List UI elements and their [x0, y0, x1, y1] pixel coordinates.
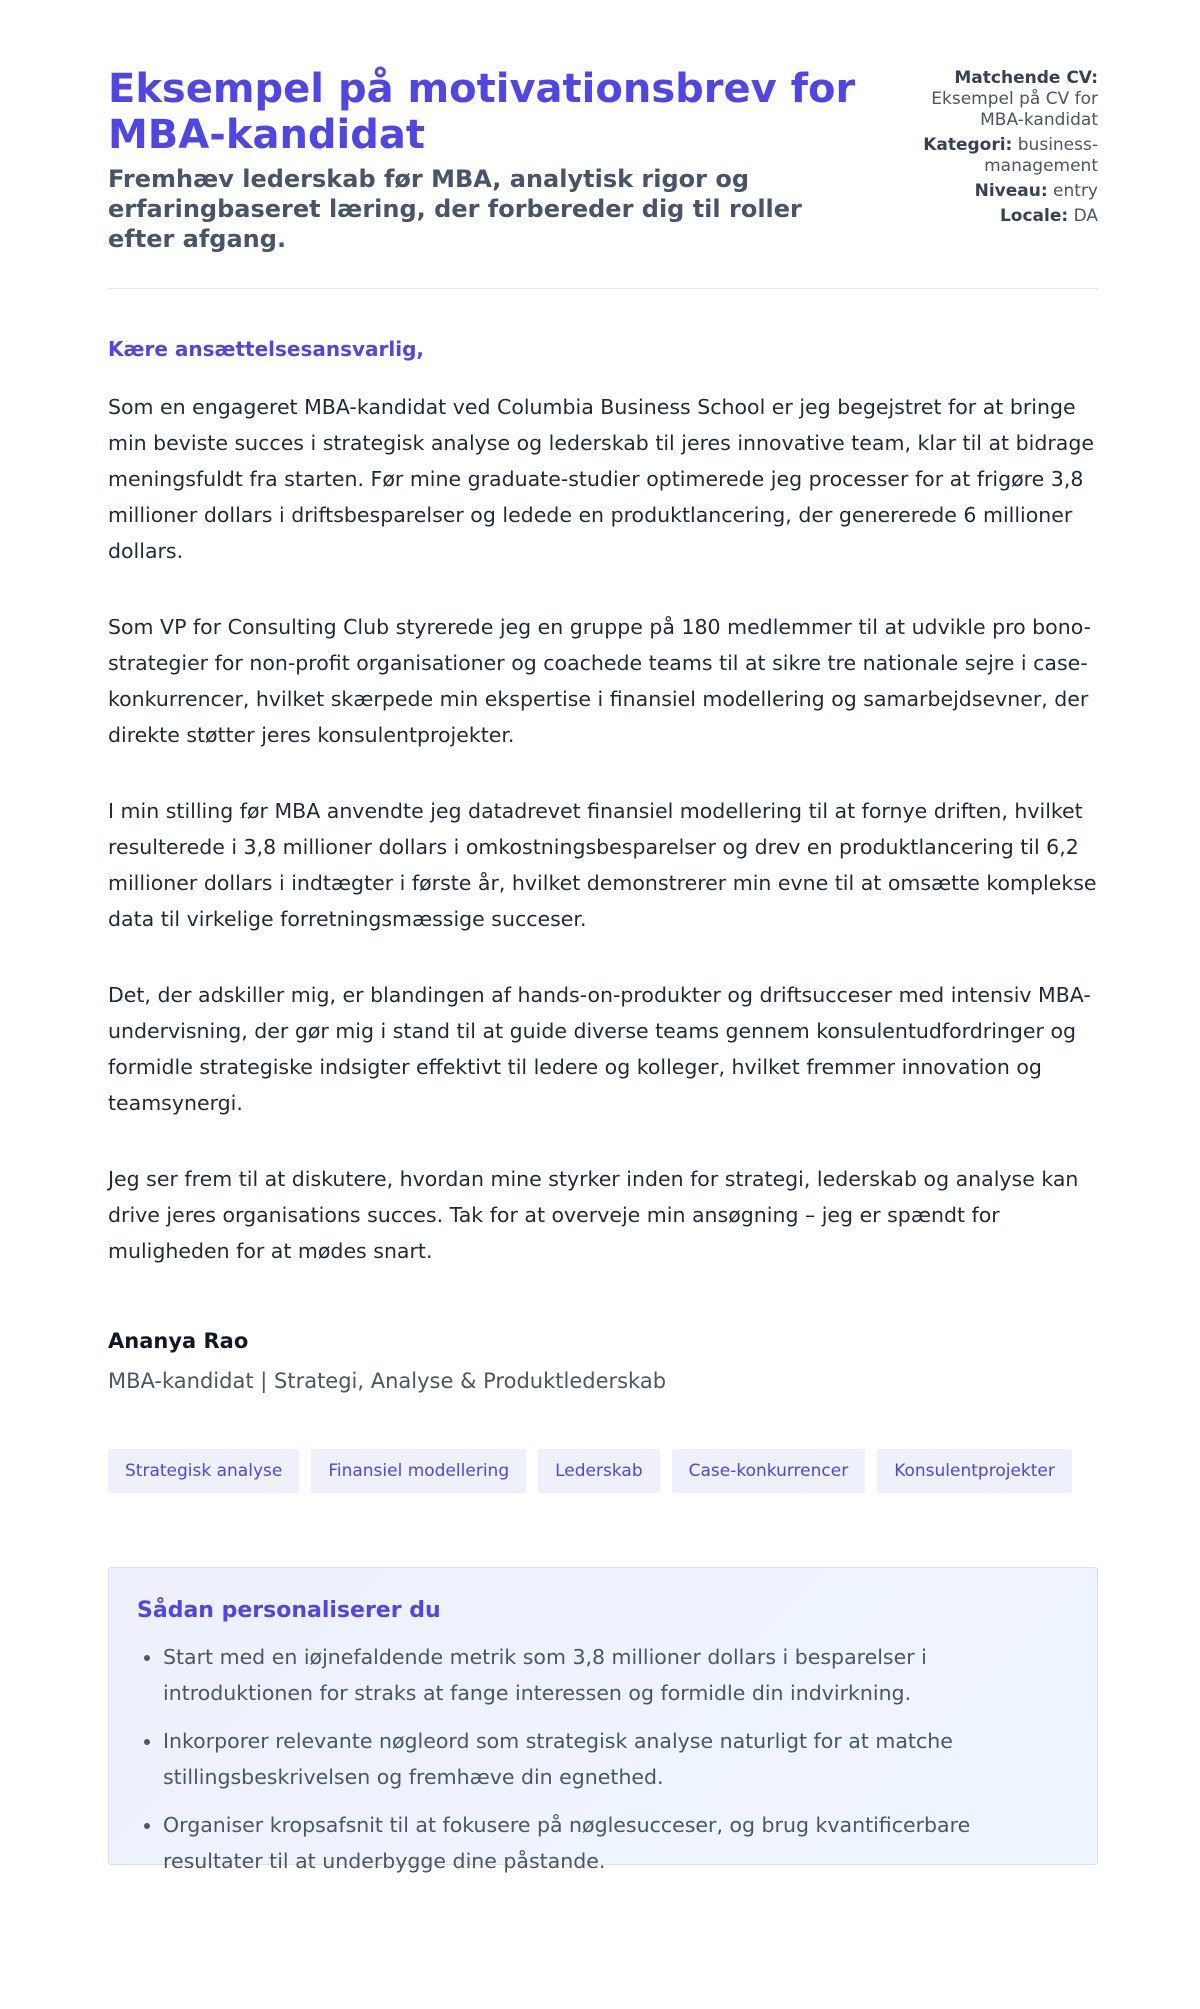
meta-category: [888, 135, 1098, 177]
letter-paragraph: Jeg ser frem til at diskutere, hvordan mine styrker inden for strategi, lederskab og analyse kan drive jeres organisations succes. Tak for at overveje min ansøgning – jeg er spændt for muligheden for at mødes snart.: [108, 1167, 1079, 1263]
skill-tag: Konsulentprojekter: [877, 1449, 1072, 1493]
meta-category-value: business-management: [984, 135, 1098, 176]
personalization-tips-box: [108, 1567, 1098, 1873]
letter-paragraph: I min stilling før MBA anvendte jeg datadrevet finansiel modellering til at fornye driften, hvilket resulterede i 3,8 millioner dollars i omkostningsbesparelser og drev en produktlancering til 6,2 millioner dollars i indtægter i første år, hvilket demonstrerer min evne til at omsætte komplekse data til virkelige forretningsmæssige succeser.: [108, 799, 1097, 931]
meta-level-label: Niveau:: [974, 181, 1048, 201]
signature-name: Ananya Rao: [108, 1329, 249, 1353]
skill-tag: Finansiel modellering: [311, 1449, 526, 1493]
meta-level-value: entry: [1053, 181, 1098, 201]
meta-matching-cv: [888, 68, 1098, 131]
meta-locale-value: DA: [1073, 206, 1098, 226]
page-subtitle: Fremhæv lederskab før MBA, analytisk rigor og erfaringbaseret læring, der forbereder dig til roller efter afgang.: [108, 165, 802, 253]
meta-level: [888, 181, 1098, 202]
letter-body: [108, 389, 1098, 1269]
meta-locale-label: Locale:: [999, 206, 1069, 226]
skill-tag: Strategisk analyse: [108, 1449, 299, 1493]
signature-block: [108, 1329, 1098, 1393]
letter-paragraph: Som en engageret MBA-kandidat ved Columbia Business School er jeg begejstret for at bringe min beviste succes i strategisk analyse og lederskab til jeres innovative team, klar til at bidrage meningsfuldt fra starten. Før mine graduate-studier optimerede jeg processer for at frigøre 3,8 millioner dollars i driftsbesparelser og ledede en produktlancering, der genererede 6 millioner dollars.: [108, 395, 1094, 563]
header-titles: [108, 66, 868, 254]
letter-greeting: Kære ansættelsesansvarlig,: [108, 337, 425, 361]
meta-locale: [888, 206, 1098, 227]
meta-cv-label: Matchende CV:: [954, 68, 1098, 88]
meta-category-label: Kategori:: [923, 135, 1013, 155]
skill-tag: Lederskab: [538, 1449, 659, 1493]
letter-paragraph: Som VP for Consulting Club styrerede jeg en gruppe på 180 medlemmer til at udvikle pro bono-strategier for non-profit organisationer og coachede teams til at sikre tre nationale sejre i case-konkurrencer, hvilket skærpede min ekspertise i finansiel modellering og samarbejdsevner, der direkte støtter jeres konsulentprojekter.: [108, 615, 1092, 747]
header: [108, 66, 1098, 254]
tips-title: Sådan personaliserer du: [137, 1598, 441, 1623]
meta-cv-value: Eksempel på CV for MBA-kandidat: [931, 89, 1098, 130]
skill-tags: [108, 1449, 1098, 1493]
tip-item: • Organiser kropsafsnit til at fokusere på nøglesucceser, og brug kvantificerbare resultater til at underbygge dine påstande.: [163, 1807, 1069, 1879]
tips-list: [137, 1639, 1069, 1879]
meta-panel: [888, 68, 1098, 231]
tip-item: • Start med en iøjnefaldende metrik som 3,8 millioner dollars i besparelser i introduktionen for straks at fange interessen og formidle din indvirkning.: [163, 1639, 1069, 1711]
signature-role: MBA-kandidat | Strategi, Analyse & Produktlederskab: [108, 1369, 667, 1393]
tip-item: • Inkorporer relevante nøgleord som strategisk analyse naturligt for at matche stillingsbeskrivelsen og fremhæve din egnethed.: [163, 1723, 1069, 1795]
header-divider: [108, 288, 1098, 289]
skill-tag: Case-konkurrencer: [672, 1449, 866, 1493]
page-title: Eksempel på motivationsbrev for MBA-kandidat: [108, 66, 856, 158]
cover-letter-document: [108, 66, 1098, 1873]
letter-paragraph: Det, der adskiller mig, er blandingen af hands-on-produkter og driftsucceser med intensiv MBA-undervisning, der gør mig i stand til at guide diverse teams gennem konsulentudfordringer og formidle strategiske indsigter effektivt til ledere og kolleger, hvilket fremmer innovation og teamsynergi.: [108, 983, 1091, 1115]
